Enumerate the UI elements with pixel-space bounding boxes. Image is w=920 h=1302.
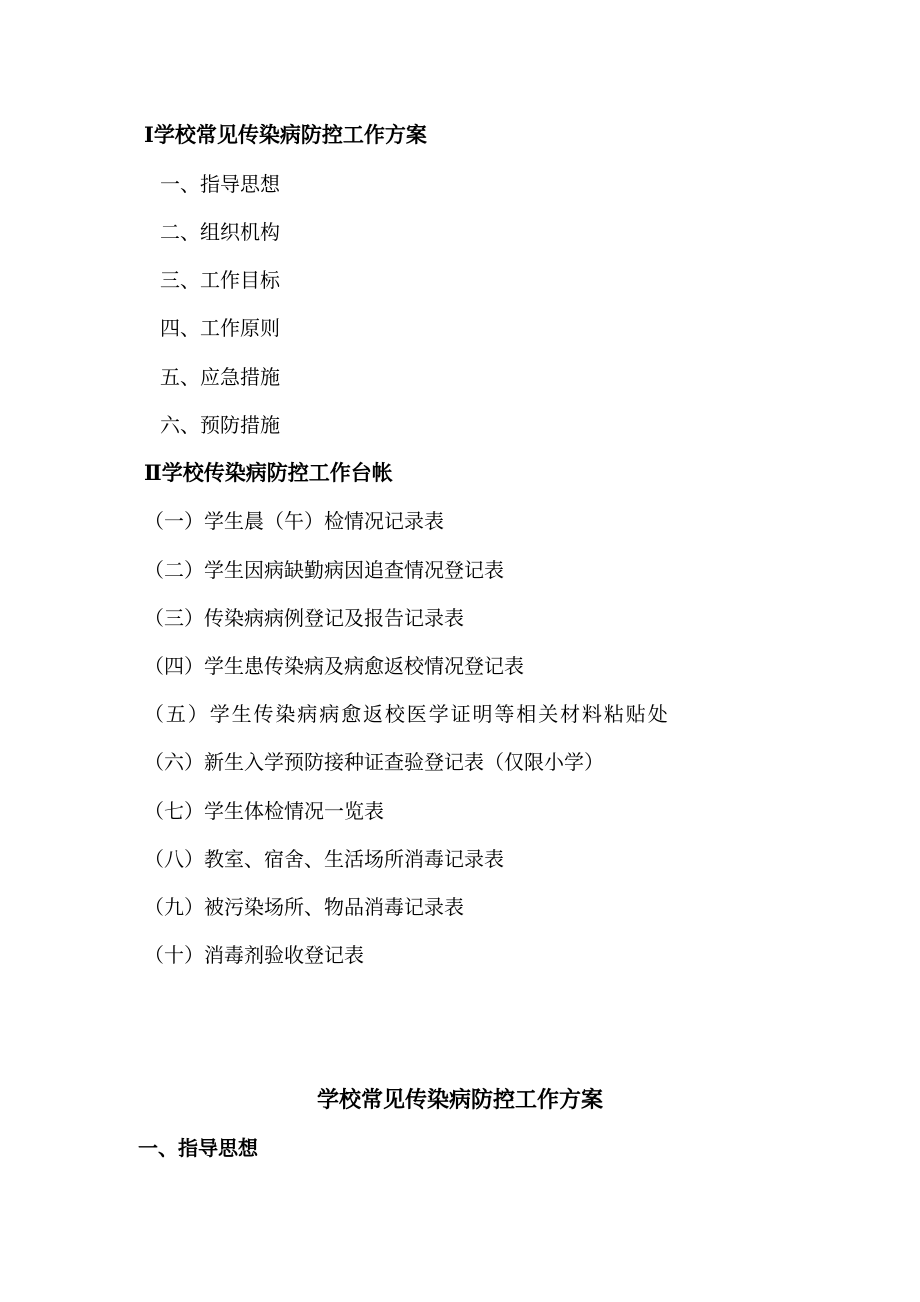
toc-part2-heading: Ⅱ学校传染病防控工作台帐	[144, 460, 393, 485]
toc-part1-item: 三、工作目标	[160, 268, 280, 292]
toc-part2-item: （六）新生入学预防接种证查验登记表（仅限小学）	[144, 750, 604, 774]
toc-part1-heading: Ⅰ学校常见传染病防控工作方案	[144, 122, 427, 147]
toc-part1-item: 二、组织机构	[160, 220, 280, 244]
toc-part2-item: （五）学生传染病病愈返校医学证明等相关材料粘贴处	[144, 702, 670, 726]
toc-part2-item: （七）学生体检情况一览表	[144, 799, 384, 823]
toc-part1-item: 四、工作原则	[160, 316, 280, 340]
toc-part2-item: （八）教室、宿舍、生活场所消毒记录表	[144, 847, 504, 871]
toc-part2-item: （三）传染病病例登记及报告记录表	[144, 606, 464, 630]
document-title: 学校常见传染病防控工作方案	[316, 1087, 603, 1113]
toc-part1-item: 六、预防措施	[160, 413, 280, 437]
toc-part2-item: （九）被污染场所、物品消毒记录表	[144, 895, 464, 919]
toc-part1-item: 一、指导思想	[160, 172, 280, 196]
toc-part2-item: （四）学生患传染病及病愈返校情况登记表	[144, 654, 524, 678]
section-heading: 一、指导思想	[138, 1136, 258, 1160]
toc-part2-item: （二）学生因病缺勤病因追查情况登记表	[144, 558, 504, 582]
toc-part1-item: 五、应急措施	[160, 365, 280, 389]
toc-part2-item: （一）学生晨（午）检情况记录表	[144, 509, 444, 533]
toc-part2-item: （十）消毒剂验收登记表	[144, 943, 364, 967]
